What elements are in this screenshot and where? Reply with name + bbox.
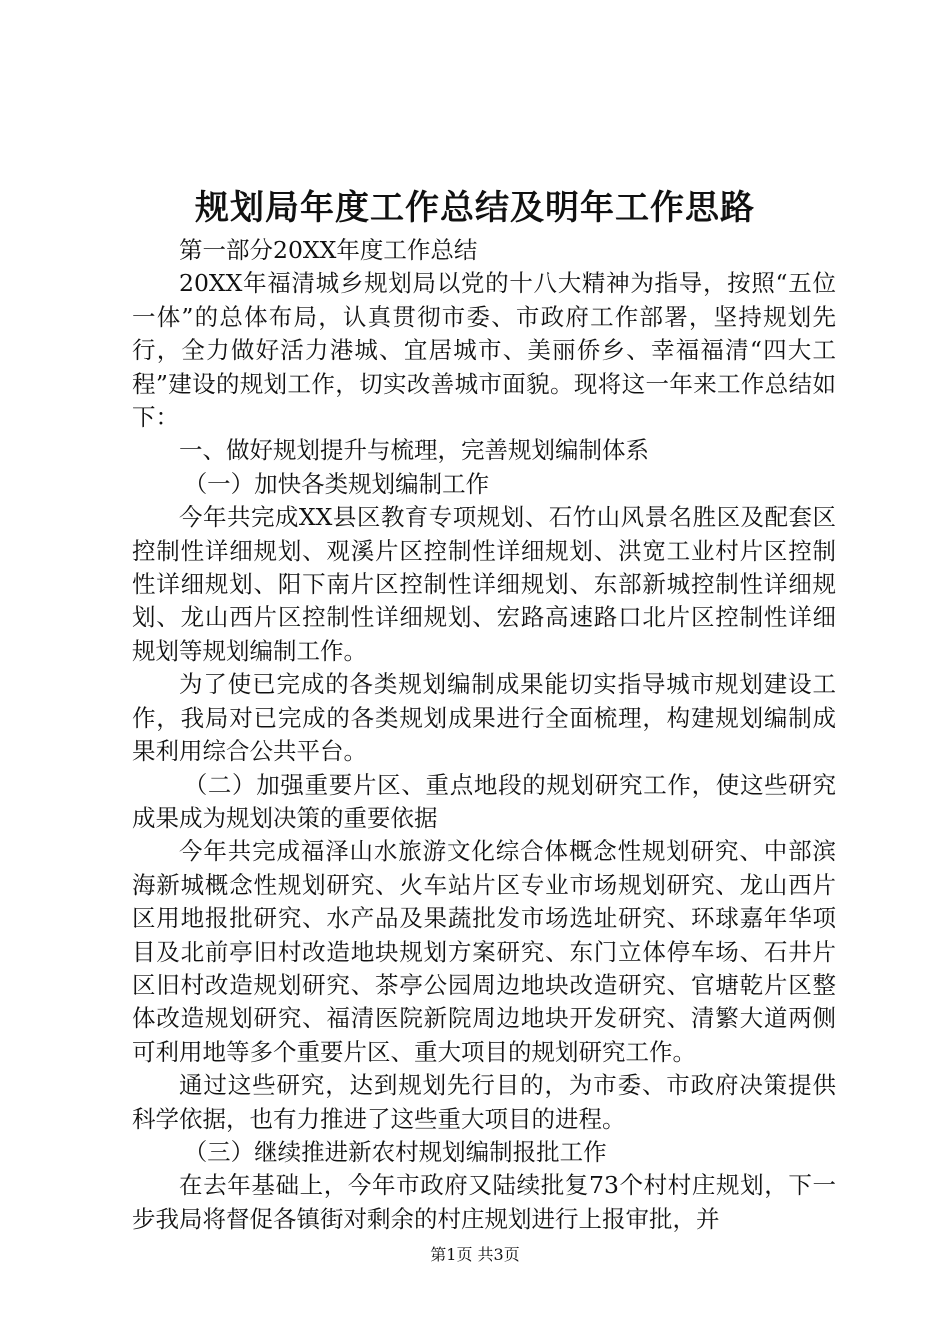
- document-title: 规划局年度工作总结及明年工作思路: [195, 188, 755, 228]
- paragraph: 通过这些研究，达到规划先行目的，为市委、市政府决策提供科学依据，也有力推进了这些重大项目的进程。: [132, 1071, 836, 1133]
- section-heading: 一、做好规划提升与梳理，完善规划编制体系: [179, 436, 649, 465]
- document-body: [132, 234, 836, 1236]
- paragraph: 为了使已完成的各类规划编制成果能切实指导城市规划建设工作，我局对已完成的各类规划成果进行全面梳理，构建规划编制成果利用综合公共平台。: [132, 670, 836, 766]
- paragraph: 今年共完成XX县区教育专项规划、石竹山风景名胜区及配套区控制性详细规划、观溪片区控制性详细规划、洪宽工业村片区控制性详细规划、阳下南片区控制性详细规划、东部新城控制性详细规划、龙山西片区控制性详细规划、宏路高速路口北片区控制性详细规划等规划编制工作。: [132, 503, 836, 665]
- paragraph: 今年共完成福泽山水旅游文化综合体概念性规划研究、中部滨海新城概念性规划研究、火车站片区专业市场规划研究、龙山西片区用地报批研究、水产品及果蔬批发市场选址研究、环球嘉年华项目及北前亭旧村改造地块规划方案研究、东门立体停车场、石井片区旧村改造规划研究、茶亭公园周边地块改造研究、官塘乾片区整体改造规划研究、福清医院新院周边地块开发研究、清繁大道两侧可利用地等多个重要片区、重大项目的规划研究工作。: [132, 837, 836, 1066]
- subsection-heading: （二）加强重要片区、重点地段的规划研究工作，使这些研究成果成为规划决策的重要依据: [132, 770, 836, 832]
- paragraph: 第一部分20XX年度工作总结: [179, 236, 478, 264]
- paragraph: 20XX年福清城乡规划局以党的十八大精神为指导，按照“五位一体”的总体布局，认真贯彻市委、市政府工作部署，坚持规划先行，全力做好活力港城、宜居城市、美丽侨乡、幸福福清“四大工程”建设的规划工作，切实改善城市面貌。现将这一年来工作总结如下：: [132, 269, 836, 432]
- paragraph: 在去年基础上，今年市政府又陆续批复73个村村庄规划，下一步我局将督促各镇街对剩余的村庄规划进行上报审批，并: [132, 1171, 836, 1233]
- subsection-heading: （一）加快各类规划编制工作: [183, 469, 490, 498]
- subsection-heading: （三）继续推进新农村规划编制报批工作: [183, 1137, 607, 1166]
- page-footer: 第1页 共3页: [430, 1245, 520, 1264]
